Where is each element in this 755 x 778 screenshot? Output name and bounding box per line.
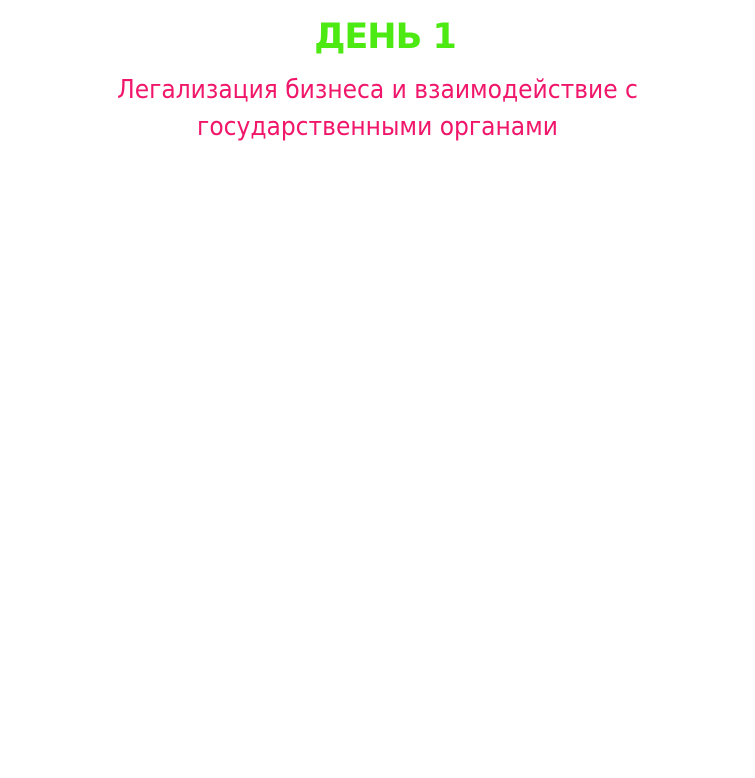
day-title: ДЕНЬ 1 (314, 17, 456, 57)
day-subtitle: Легализация бизнеса и взаимодействие с государственными органами (117, 75, 638, 142)
